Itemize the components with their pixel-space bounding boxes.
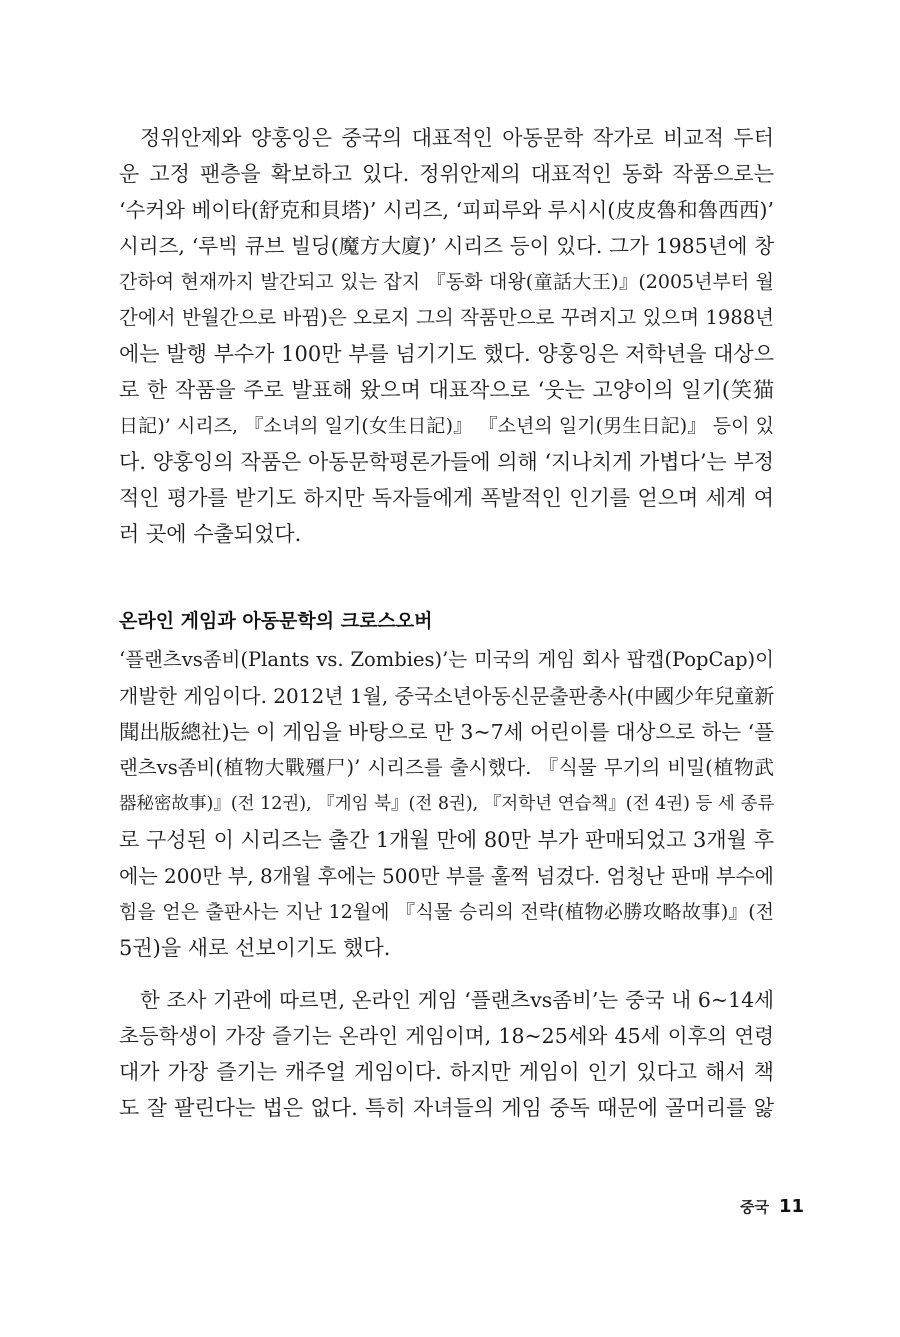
body-text-line: 로 한 작품을 주로 발표해 왔으며 대표작으로 ‘웃는 고양이의 일기(笑猫 — [119, 378, 774, 402]
body-text-line: ‘플랜츠vs좀비(Plants vs. Zombies)’는 미국의 게임 회사 팝캡(PopCap)이 — [119, 648, 774, 671]
body-text-line: 러 곳에 수출되었다. — [119, 522, 302, 546]
body-text-line: 에는 발행 부수가 100만 부를 넘기기도 했다. 양훙잉은 저학년을 대상으 — [119, 342, 774, 366]
body-text-line: 힘을 얻은 출판사는 지난 12월에 『식물 승리의 전략(植物必勝攻略故事)』(전 — [119, 901, 774, 923]
body-text-line: 랜츠vs좀비(植物大戰殭尸)’ 시리즈를 출시했다. 『식물 무기의 비밀(植物武 — [119, 756, 774, 779]
body-text-line: 도 잘 팔린다는 법은 없다. 특히 자녀들의 게임 중독 때문에 골머리를 앓 — [119, 1096, 774, 1120]
page-footer — [740, 1196, 804, 1217]
body-text-line: 日記)’ 시리즈, 『소녀의 일기(女生日記)』 『소년의 일기(男生日記)』 등이 있 — [119, 415, 774, 437]
body-text-line: 器秘密故事)』(전 12권), 『게임 북』(전 8권), 『저학년 연습책』(전 4권) 등 세 종류 — [119, 794, 774, 814]
body-text-line: 적인 평가를 받기도 하지만 독자들에게 폭발적인 인기를 얻으며 세계 여 — [119, 486, 774, 510]
body-text-line: 정위안제와 양훙잉은 중국의 대표적인 아동문학 작가로 비교적 두터 — [140, 126, 774, 150]
body-text-line: 초등학생이 가장 즐기는 온라인 게임이며, 18~25세와 45세 이후의 연령 — [119, 1024, 774, 1048]
body-text-line: 개발한 게임이다. 2012년 1월, 중국소년아동신문출판총사(中國少年兒童新 — [119, 684, 774, 708]
body-text-line: 5권)을 새로 선보이기도 했다. — [119, 936, 391, 960]
body-text-line: 간하여 현재까지 발간되고 있는 잡지 『동화 대왕(童話大王)』(2005년부터 월 — [119, 271, 774, 293]
body-text-line: 聞出版總社)는 이 게임을 바탕으로 만 3~7세 어린이를 대상으로 하는 ‘플 — [119, 720, 774, 744]
body-text-line: 에는 200만 부, 8개월 후에는 500만 부를 훌쩍 넘겼다. 엄청난 판매 부수에 — [119, 864, 774, 888]
body-text-line: 시리즈, ‘루빅 큐브 빌딩(魔方大廈)’ 시리즈 등이 있다. 그가 1985년에 창 — [119, 234, 774, 258]
body-text-line: 간에서 반월간으로 바뀜)은 오로지 그의 작품만으로 꾸려지고 있으며 1988년 — [119, 306, 774, 329]
section-heading: 온라인 게임과 아동문학의 크로스오버 — [119, 610, 433, 632]
page-number: 11 — [778, 1196, 804, 1217]
running-head: 중국 — [739, 1198, 769, 1216]
body-text-line: 다. 양훙잉의 작품은 아동문학평론가들에 의해 ‘지나치게 가볍다’는 부정 — [119, 450, 774, 474]
body-text-line: 한 조사 기관에 따르면, 온라인 게임 ‘플랜츠vs좀비’는 중국 내 6~14세 — [140, 988, 774, 1012]
body-text-line: 운 고정 팬층을 확보하고 있다. 정위안제의 대표적인 동화 작품으로는 — [119, 162, 774, 186]
body-text-line: ‘수커와 베이타(舒克和貝塔)’ 시리즈, ‘피피루와 루시시(皮皮魯和魯西西)’ — [119, 198, 774, 222]
body-text-line: 대가 가장 즐기는 캐주얼 게임이다. 하지만 게임이 인기 있다고 해서 책 — [119, 1060, 774, 1084]
body-text-line: 로 구성된 이 시리즈는 출간 1개월 만에 80만 부가 판매되었고 3개월 후 — [119, 828, 774, 852]
